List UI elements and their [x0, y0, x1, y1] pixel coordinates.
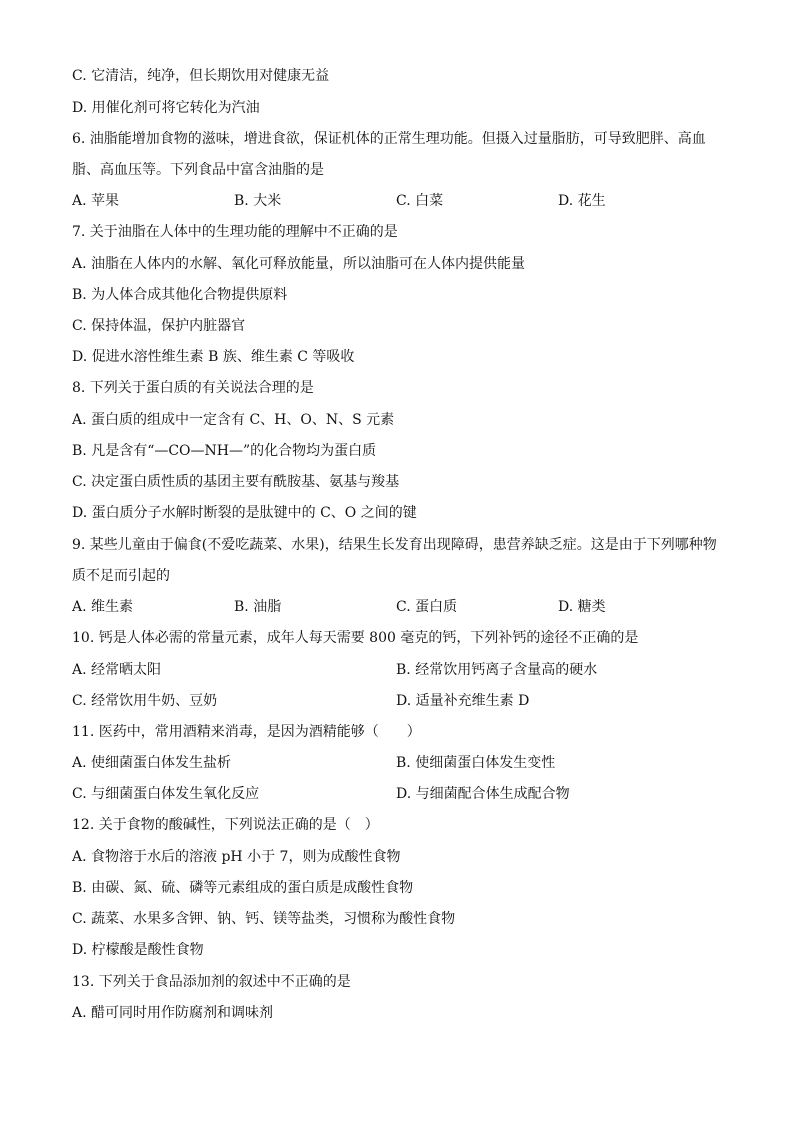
q10-option-c: C. 经常饮用牛奶、豆奶 [72, 693, 218, 709]
q9-options [72, 597, 752, 617]
q11-options-row1 [72, 753, 752, 773]
q12-stem: 12. 关于食物的酸碱性，下列说法正确的是（ ） [72, 817, 379, 833]
q10-option-b: B. 经常饮用钙离子含量高的硬水 [396, 662, 598, 678]
q8-option-d: D. 蛋白质分子水解时断裂的是肽键中的 C、O 之间的键 [72, 505, 417, 521]
q7-option-d: D. 促进水溶性维生素 B 族、维生素 C 等吸收 [72, 349, 355, 365]
q6-stem-line1: 6. 油脂能增加食物的滋味，增进食欲，保证机体的正常生理功能。但摄入过量脂肪，可导致肥胖、高血 [72, 131, 706, 147]
q5-option-c: C. 它清洁，纯净，但长期饮用对健康无益 [72, 68, 330, 84]
q11-options-row2 [72, 784, 752, 804]
q11-option-b: B. 使细菌蛋白体发生变性 [396, 755, 556, 771]
q9-stem-line2: 质不足而引起的 [72, 568, 170, 584]
q6-option-c: C. 白菜 [396, 193, 444, 209]
q8-option-a: A. 蛋白质的组成中一定含有 C、H、O、N、S 元素 [72, 412, 395, 428]
q7-stem: 7. 关于油脂在人体中的生理功能的理解中不正确的是 [72, 224, 398, 240]
q12-option-b: B. 由碳、氮、硫、磷等元素组成的蛋白质是成酸性食物 [72, 880, 414, 896]
q6-option-d: D. 花生 [558, 193, 606, 209]
q12-option-a: A. 食物溶于水后的溶液 pH 小于 7，则为成酸性食物 [72, 849, 401, 865]
q10-option-a: A. 经常晒太阳 [72, 662, 162, 678]
q9-option-a: A. 维生素 [72, 599, 134, 615]
q6-options [72, 191, 752, 211]
q10-options-row2 [72, 691, 752, 711]
q9-stem-line1: 9. 某些儿童由于偏食(不爱吃蔬菜、水果)，结果生长发育出现障碍，患营养缺乏症。这是由于下列哪种物 [72, 537, 717, 553]
q9-option-d: D. 糖类 [558, 599, 606, 615]
q8-stem: 8. 下列关于蛋白质的有关说法合理的是 [72, 380, 314, 396]
q7-option-b: B. 为人体合成其他化合物提供原料 [72, 287, 288, 303]
q13-stem: 13. 下列关于食品添加剂的叙述中不正确的是 [72, 974, 351, 990]
q12-option-d: D. 柠檬酸是酸性食物 [72, 942, 204, 958]
q6-option-b: B. 大米 [234, 193, 282, 209]
q9-option-b: B. 油脂 [234, 599, 282, 615]
q8-option-b: B. 凡是含有“—CO—NH—”的化合物均为蛋白质 [72, 443, 377, 459]
q6-option-a: A. 苹果 [72, 193, 120, 209]
q7-option-c: C. 保持体温，保护内脏器官 [72, 318, 246, 334]
q11-option-d: D. 与细菌配合体生成配合物 [396, 786, 570, 802]
q10-stem: 10. 钙是人体必需的常量元素，成年人每天需要 800 毫克的钙，下列补钙的途径不正确的是 [72, 630, 639, 646]
q5-option-d: D. 用催化剂可将它转化为汽油 [72, 100, 260, 116]
q6-stem-line2: 脂、高血压等。下列食品中富含油脂的是 [72, 162, 324, 178]
q10-options-row1 [72, 660, 752, 680]
q8-option-c: C. 决定蛋白质性质的基团主要有酰胺基、氨基与羧基 [72, 474, 400, 490]
q12-option-c: C. 蔬菜、水果多含钾、钠、钙、镁等盐类，习惯称为酸性食物 [72, 911, 456, 927]
q13-option-a: A. 醋可同时用作防腐剂和调味剂 [72, 1005, 274, 1021]
q7-option-a: A. 油脂在人体内的水解、氧化可释放能量，所以油脂可在人体内提供能量 [72, 256, 526, 272]
q9-option-c: C. 蛋白质 [396, 599, 458, 615]
q11-option-c: C. 与细菌蛋白体发生氧化反应 [72, 786, 260, 802]
q10-option-d: D. 适量补充维生素 D [396, 693, 530, 709]
q11-stem: 11. 医药中，常用酒精来消毒，是因为酒精能够（ ） [72, 724, 421, 740]
q11-option-a: A. 使细菌蛋白体发生盐析 [72, 755, 232, 771]
